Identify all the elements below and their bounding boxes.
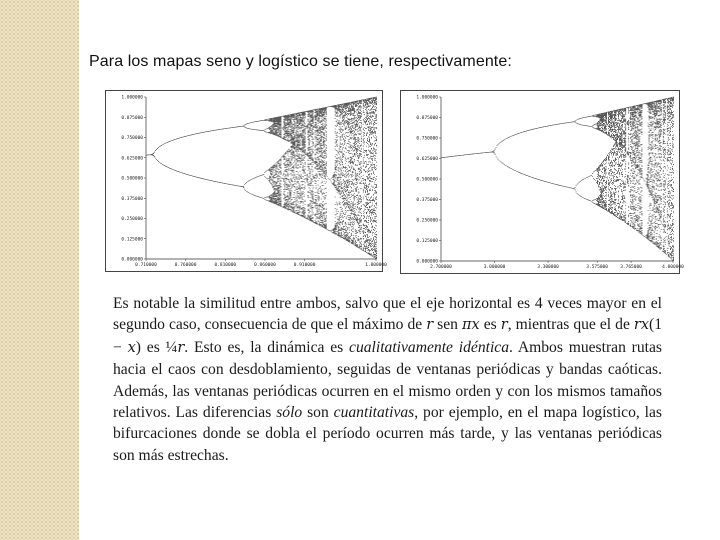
decorative-side-strip — [0, 0, 79, 540]
bifurcation-points — [441, 97, 674, 261]
math-symbol: r — [500, 317, 508, 334]
explanation-paragraph — [113, 293, 662, 466]
paragraph-text: es — [479, 316, 501, 334]
y-tick-label: 1.000000 — [121, 95, 143, 101]
logistic-map-bifurcation-diagram — [400, 90, 684, 274]
sine-map-plot-svg — [106, 91, 387, 271]
y-tick-label: 0.125000 — [416, 239, 438, 244]
sine-map-bifurcation-diagram — [105, 90, 387, 272]
emphasized-text: cuantitativas — [333, 404, 415, 422]
x-tick-label: 0.860000 — [254, 263, 276, 268]
y-tick-label: 0.250000 — [121, 217, 143, 222]
y-tick-label: 0.625000 — [416, 157, 438, 162]
emphasized-text: sólo — [276, 404, 303, 422]
y-tick-label: 0.750000 — [121, 136, 143, 141]
y-tick-label: 0.375000 — [416, 198, 438, 203]
slide-heading: Para los mapas seno y logístico se tiene, respectivamente: — [89, 53, 512, 70]
x-tick-label: 0.760000 — [174, 263, 197, 268]
paragraph-text: , por ejemplo, en el mapa logístico, las bifurcaciones donde se dobla el período ocurren más tarde, y las ventanas periódicas son más estrechas. — [113, 404, 662, 464]
paragraph-text: . Ambos muestran rutas hacia el caos con desdoblamiento, seguidas de ventanas periódicas y bandas caóticas. Además, las ventanas periódicas ocurren en el mismo orden y con los mismos tamaños relativos. Las diferencias — [113, 338, 662, 422]
x-tick-label: 0.810000 — [214, 263, 237, 268]
y-tick-label: 0.250000 — [416, 218, 438, 224]
y-tick-label: 0.875000 — [121, 115, 143, 121]
x-tick-label: 4.000000 — [662, 265, 684, 270]
paragraph-body — [113, 293, 662, 466]
x-tick-label: 0.910000 — [293, 263, 316, 268]
logistic-map-plot-svg — [401, 91, 684, 273]
y-tick-label: 0.625000 — [121, 156, 143, 162]
y-tick-label: 0.000000 — [416, 259, 438, 265]
math-symbol: x — [127, 339, 136, 356]
x-tick-label: 3.765000 — [620, 265, 642, 270]
y-tick-label: 0.375000 — [121, 196, 143, 202]
x-tick-label: 2.700000 — [430, 265, 452, 270]
x-tick-label: 0.710000 — [135, 263, 157, 268]
x-tick-label: 3.575000 — [586, 265, 608, 270]
math-symbol: r — [177, 339, 185, 356]
y-tick-label: 0.500000 — [416, 177, 438, 183]
paragraph-text: ) es — [135, 338, 166, 356]
math-symbol: rx — [633, 317, 649, 334]
y-tick-label: 0.875000 — [416, 116, 438, 121]
paragraph-text: , mientras que el de — [507, 316, 634, 334]
paragraph-text: son — [302, 404, 334, 422]
paragraph-text: sen — [433, 316, 462, 334]
y-tick-label: 0.125000 — [121, 237, 143, 243]
x-tick-label: 3.000000 — [483, 265, 506, 270]
paragraph-text: ¼ — [165, 338, 178, 356]
x-tick-label: 3.300000 — [537, 265, 559, 270]
y-tick-label: 0.000000 — [121, 257, 143, 263]
paragraph-text: . Esto es, la dinámica es — [184, 338, 350, 356]
paragraph-text: Es notable la similitud entre ambos, salvo que el eje horizontal es 4 veces mayor en el segundo caso, consecuencia de que el máximo de — [113, 295, 662, 334]
x-tick-label: 1.000000 — [365, 263, 387, 268]
y-tick-label: 0.750000 — [416, 136, 438, 142]
bifurcation-points — [146, 97, 377, 259]
math-symbol: πx — [461, 317, 480, 334]
math-symbol: r — [426, 317, 434, 334]
y-tick-label: 0.500000 — [121, 176, 143, 182]
emphasized-text: cualitativamente idéntica — [349, 338, 509, 356]
paragraph-text: (1 − — [113, 316, 662, 356]
y-tick-label: 1.000000 — [416, 95, 438, 101]
